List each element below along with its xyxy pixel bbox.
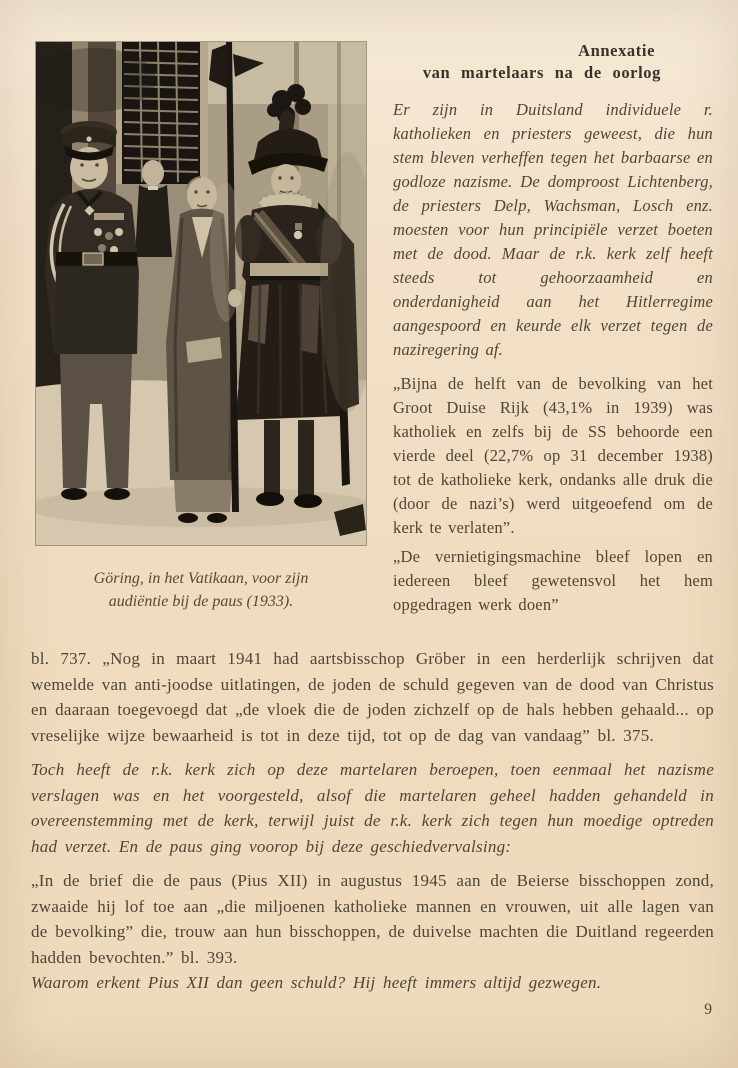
- page-number: 9: [704, 1001, 712, 1018]
- lead-paragraph-italic: Er zijn in Duitsland individuele r. katholieken en priesters geweest, die hun stem bleven verheffen tegen het barbaarse en godloze nazisme. De domproost Lichtenberg, de priesters Delp, Wachsman, Losch enz. moesten voor hun principiële verzet boeten met de dood. Maar de r.k. kerk zelf heeft steeds tot gehoorzaamheid en onderdanigheid aan het Hitlerregime aangespoord en keurde elk verzet tegen de naziregering af.: [393, 100, 713, 359]
- photo-caption: [36, 567, 366, 613]
- photo-goring-vatican: [36, 42, 366, 545]
- quote-paragraph-1: „Bijna de helft van de bevolking van het Groot Duise Rijk (43,1% in 1939) was katholiek en zelfs bij de SS behoorde een vierde deel (22,7% op 31 december 1938) tot de katholieke kerk, ondanks alle druk die (door de nazi’s) werd uitgeoefend om de kerk te verlaten”.: [393, 374, 713, 537]
- body-paragraph-1: bl. 737. „Nog in maart 1941 had aartsbisschop Gröber in een herderlijk schrijven dat wemelde van anti-joodse uitlatingen, de joden de schuld gegeven van de dood van Christus en daaraan toegevoegd dat „de vloek die de joden zichzelf op de hals hebben gehaald... op vreselijke wijze bewaarheid is tot in deze tijd, tot op de dag van vandaag” bl. 375.: [31, 649, 714, 745]
- right-column: [393, 40, 713, 617]
- quote-paragraph-2: „De vernietigingsmachine bleef lopen en iedereen bleef gewetensvol het hem opgedragen werk doen”: [393, 547, 713, 614]
- body-paragraph-3: „In de brief die de paus (Pius XII) in augustus 1945 aan de Beierse bisschoppen zond, zwaaide hij lof toe aan „die miljoenen katholieke mannen en vrouwen, uit alle lagen van de bevolking” die, trouw aan hun bisschoppen, de duivelse machten die Duitland regeerden hadden bevochten.” bl. 393.: [31, 871, 714, 967]
- body-paragraph-2-italic: Toch heeft de r.k. kerk zich op deze martelaren beroepen, toen eenmaal het nazisme verslagen was en het voorgesteld, alsof die martelaren geheel hadden gehandeld in overeenstemming met de kerk, terwijl juist de r.k. kerk zich tegen hun moedige optreden had verzet. En de paus ging voorop bij deze geschiedvervalsing:: [31, 760, 714, 856]
- photo-caption-line2: audiëntie bij de paus (1933).: [108, 593, 294, 610]
- photo-figure: [36, 42, 366, 613]
- heading-line2: van martelaars na de oorlog: [422, 63, 661, 82]
- article-heading: [393, 40, 713, 84]
- photo-caption-line1: Göring, in het Vatikaan, voor zijn: [93, 570, 309, 587]
- heading-line1: Annexatie: [578, 41, 655, 60]
- body-paragraph-4-italic: Waarom erkent Pius XII dan geen schuld? Hij heeft immers altijd gezwegen.: [31, 973, 602, 992]
- body-text: [31, 646, 714, 996]
